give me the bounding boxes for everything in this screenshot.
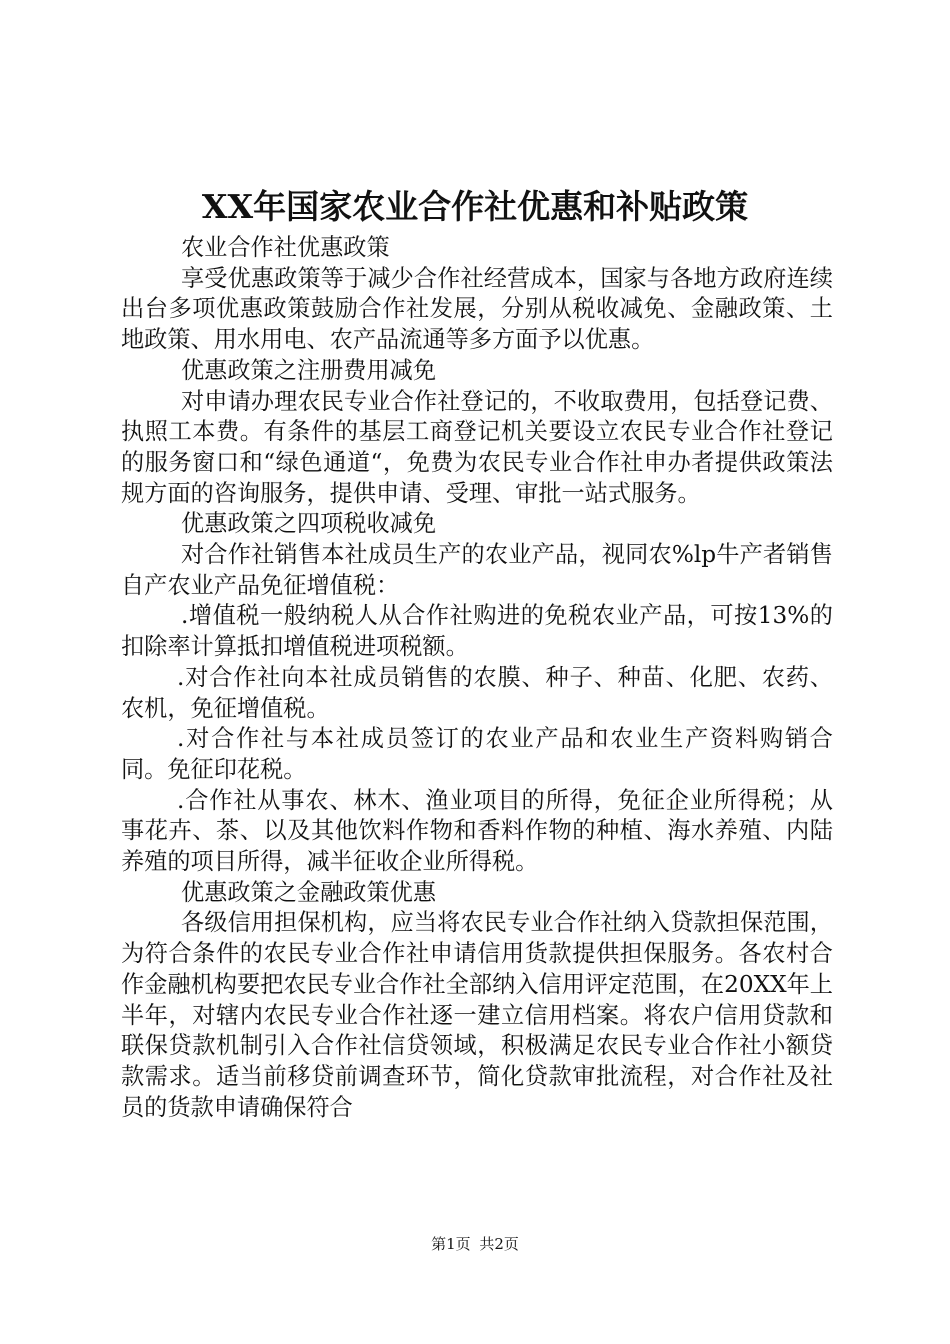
body-paragraph: 享受优惠政策等于减少合作社经营成本，国家与各地方政府连续出台多项优惠政策鼓励合作社发展，分别从税收减免、金融政策、土地政策、用水用电、农产品流通等多方面予以优惠。	[121, 264, 833, 354]
document-title: XX年国家农业合作社优惠和补贴政策	[201, 187, 749, 226]
list-item-paragraph: .对合作社与本社成员签订的农业产品和农业生产资料购销合同。免征印花税。	[121, 725, 833, 783]
section-heading: 优惠政策之四项税收减免	[181, 510, 437, 538]
page-total: 共2页	[479, 1235, 519, 1253]
list-item-paragraph: .增值税一般纳税人从合作社购进的免税农业产品，可按13%的扣除率计算抵扣增值税进项税额。	[121, 602, 833, 661]
list-item-paragraph: .合作社从事农、林木、渔业项目的所得，免征企业所得税；从事花卉、茶、以及其他饮料作物和香料作物的种植、海水养殖、内陆养殖的项目所得，减半征收企业所得税。	[121, 786, 833, 876]
page-footer	[0, 1234, 950, 1254]
list-item-paragraph: .对合作社向本社成员销售的农膜、种子、种苗、化肥、农药、农机，免征增值税。	[121, 663, 833, 722]
page-number: 第1页	[431, 1235, 471, 1253]
document-body	[121, 233, 833, 1123]
section-heading: 优惠政策之金融政策优惠	[181, 878, 437, 906]
body-paragraph: 各级信用担保机构，应当将农民专业合作社纳入贷款担保范围，为符合条件的农民专业合作社申请信用货款提供担保服务。各农村合作金融机构要把农民专业合作社全部纳入信用评定范围，在20XX年上半年，对辖内农民专业合作社逐一建立信用档案。将农户信用贷款和联保贷款机制引入合作社信贷领域，积极满足农民专业合作社小额贷款需求。适当前移贷前调查环节，简化贷款审批流程，对合作社及社员的货款申请确保符合	[121, 909, 833, 1121]
section-heading: 农业合作社优惠政策	[181, 234, 390, 261]
body-paragraph: 对合作社销售本社成员生产的农业产品，视同农%lp牛产者销售自产农业产品免征增值税：	[121, 541, 833, 599]
body-paragraph: 对申请办理农民专业合作社登记的，不收取费用，包括登记费、执照工本费。有条件的基层工商登记机关要设立农民专业合作社登记的服务窗口和“绿色通道“，免费为农民专业合作社申办者提供政策法规方面的咨询服务，提供申请、受理、审批一站式服务。	[121, 387, 833, 507]
section-heading: 优惠政策之注册费用减免	[181, 356, 437, 384]
